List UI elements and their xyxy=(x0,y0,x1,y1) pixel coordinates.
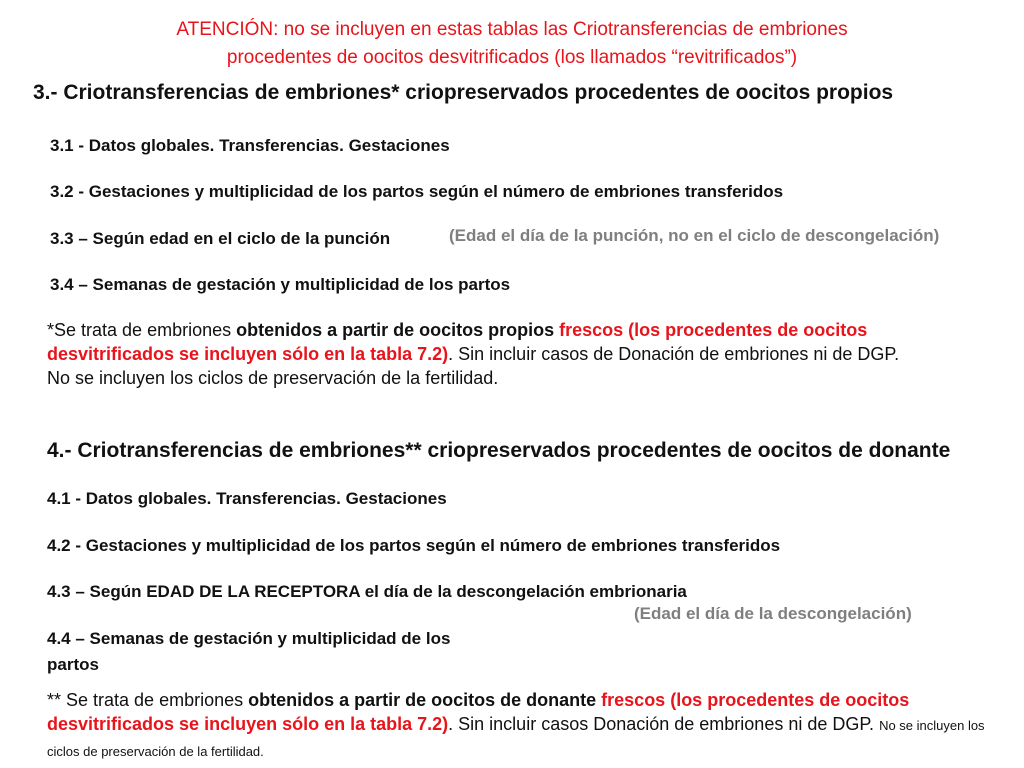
section-3-item-4: 3.4 – Semanas de gestación y multiplicidad de los partos xyxy=(50,275,511,294)
section-3-item-1: 3.1 - Datos globales. Transferencias. Gestaciones xyxy=(50,136,450,155)
section-4-footnote xyxy=(47,688,997,764)
section-4-item-3: 4.3 – Según EDAD DE LA RECEPTORA el día de la descongelación embrionaria xyxy=(47,582,687,601)
section-3-item-3-note: (Edad el día de la punción, no en el ciclo de descongelación) xyxy=(449,226,940,245)
footnote-3-text-c: frescos (los procedentes de oocitos desvitrificados se incluyen sólo en la tabla 7.2) xyxy=(47,320,868,364)
footnote-3-text-a: *Se trata de embriones xyxy=(47,320,237,340)
footnote-3-text-d: . Sin incluir casos de Donación de embriones ni de DGP. xyxy=(448,344,900,364)
section-3-item-2: 3.2 - Gestaciones y multiplicidad de los partos según el número de embriones transferidos xyxy=(50,182,784,201)
section-4-title: 4.- Criotransferencias de embriones** criopreservados procedentes de oocitos de donante xyxy=(47,439,951,462)
footnote-4-text-d: . Sin incluir casos Donación de embriones ni de DGP. xyxy=(448,714,880,734)
section-3-title: 3.- Criotransferencias de embriones* criopreservados procedentes de oocitos propios xyxy=(33,81,894,104)
section-3-footnote xyxy=(47,318,997,390)
footnote-4-text-e: No se incluyen los ciclos de preservación de la fertilidad. xyxy=(47,718,985,759)
section-4-item-4-cont: partos xyxy=(47,655,99,674)
footnote-4-text-c: frescos (los procedentes de oocitos desvitrificados se incluyen sólo en la tabla 7.2) xyxy=(47,690,910,734)
section-4-item-2: 4.2 - Gestaciones y multiplicidad de los partos según el número de embriones transferidos xyxy=(47,536,781,555)
section-3-item-3: 3.3 – Según edad en el ciclo de la punción xyxy=(50,229,391,248)
footnote-4-text-b: obtenidos a partir de oocitos de donante xyxy=(248,690,597,710)
warning-line-2: procedentes de oocitos desvitrificados (los llamados “revitrificados”) xyxy=(226,47,798,68)
footnote-4-text-a: ** Se trata de embriones xyxy=(47,690,249,710)
section-4-item-4: 4.4 – Semanas de gestación y multiplicidad de los xyxy=(47,629,451,648)
section-4-item-3-note: (Edad el día de la descongelación) xyxy=(634,604,912,623)
warning-line-1: ATENCIÓN: no se incluyen en estas tablas las Criotransferencias de embriones xyxy=(176,19,848,40)
footnote-3-text-b: obtenidos a partir de oocitos propios xyxy=(236,320,555,340)
section-4-item-1: 4.1 - Datos globales. Transferencias. Gestaciones xyxy=(47,489,447,508)
footnote-3-text-e: No se incluyen los ciclos de preservación de la fertilidad. xyxy=(47,368,499,388)
